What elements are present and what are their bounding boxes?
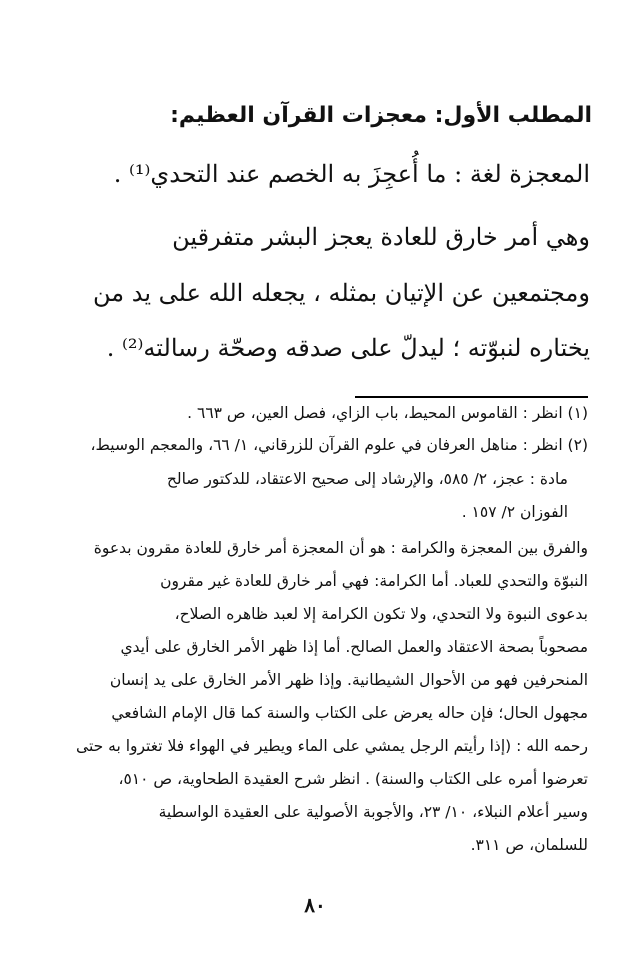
body-line-4: يختاره لنبوّته ؛ ليدلّ على صدقه وصحّة رسالته⁽²⁾ . xyxy=(106,334,590,362)
page-number: ٨٠ xyxy=(304,893,326,917)
body-line-2: وهي أمر خارق للعادة يعجز البشر متفرقين xyxy=(172,223,590,251)
footnote-line-12: تعرضوا أمره على الكتاب والسنة) . انظر شرح العقيدة الطحاوية، ص ٥١٠، xyxy=(118,770,588,788)
footnote-line-6: النبوّة والتحدي للعباد. أما الكرامة: فهي أمر خارق للعادة غير مقرون xyxy=(160,572,588,590)
footnote-line-1: (١) انظر : القاموس المحيط، باب الزاي، فصل العين، ص ٦٦٣ . xyxy=(187,404,588,422)
footnote-line-7: بدعوى النبوة ولا التحدي، ولا تكون الكرامة إلا لعبد ظاهره الصلاح، xyxy=(174,605,588,623)
footnote-line-3: مادة : عجز، ٢/ ٥٨٥، والإرشاد إلى صحيح الاعتقاد، للدكتور صالح xyxy=(166,470,568,488)
body-line-3: ومجتمعين عن الإتيان بمثله ، يجعله الله على يد من xyxy=(93,279,590,307)
footnote-line-10: مجهول الحال؛ فإن حاله يعرض على الكتاب والسنة كما قال الإمام الشافعي xyxy=(111,704,588,722)
footnote-line-13: وسير أعلام النبلاء، ١٠/ ٢٣، والأجوبة الأصولية على العقيدة الواسطية xyxy=(158,803,588,821)
footnote-line-2: (٢) انظر : مناهل العرفان في علوم القرآن للزرقاني، ١/ ٦٦، والمعجم الوسيط، xyxy=(90,436,588,454)
footnote-line-4: الفوزان ٢/ ١٥٧ . xyxy=(461,503,568,521)
body-line-1: المعجزة لغة : ما أُعجِزَ به الخصم عند التحدي⁽¹⁾ . xyxy=(113,160,590,188)
footnote-line-14: للسلمان، ص ٣١١. xyxy=(470,836,588,854)
footnote-line-9: المنحرفين فهو من الأحوال الشيطانية. وإذا ظهر الأمر الخارق على يد إنسان xyxy=(109,671,588,689)
footnote-line-11: رحمه الله : (إذا رأيتم الرجل يمشي على الماء ويطير في الهواء فلا تغتروا به حتى xyxy=(76,737,588,755)
footnote-line-5: والفرق بين المعجزة والكرامة : هو أن المعجزة أمر خارق للعادة مقرون بدعوة xyxy=(93,539,588,557)
footnote-separator xyxy=(355,396,588,398)
section-heading: المطلب الأول: معجزات القرآن العظيم: xyxy=(170,103,592,128)
footnote-line-8: مصحوباً بصحة الاعتقاد والعمل الصالح. أما إذا ظهر الأمر الخارق على أيدي xyxy=(120,638,588,656)
